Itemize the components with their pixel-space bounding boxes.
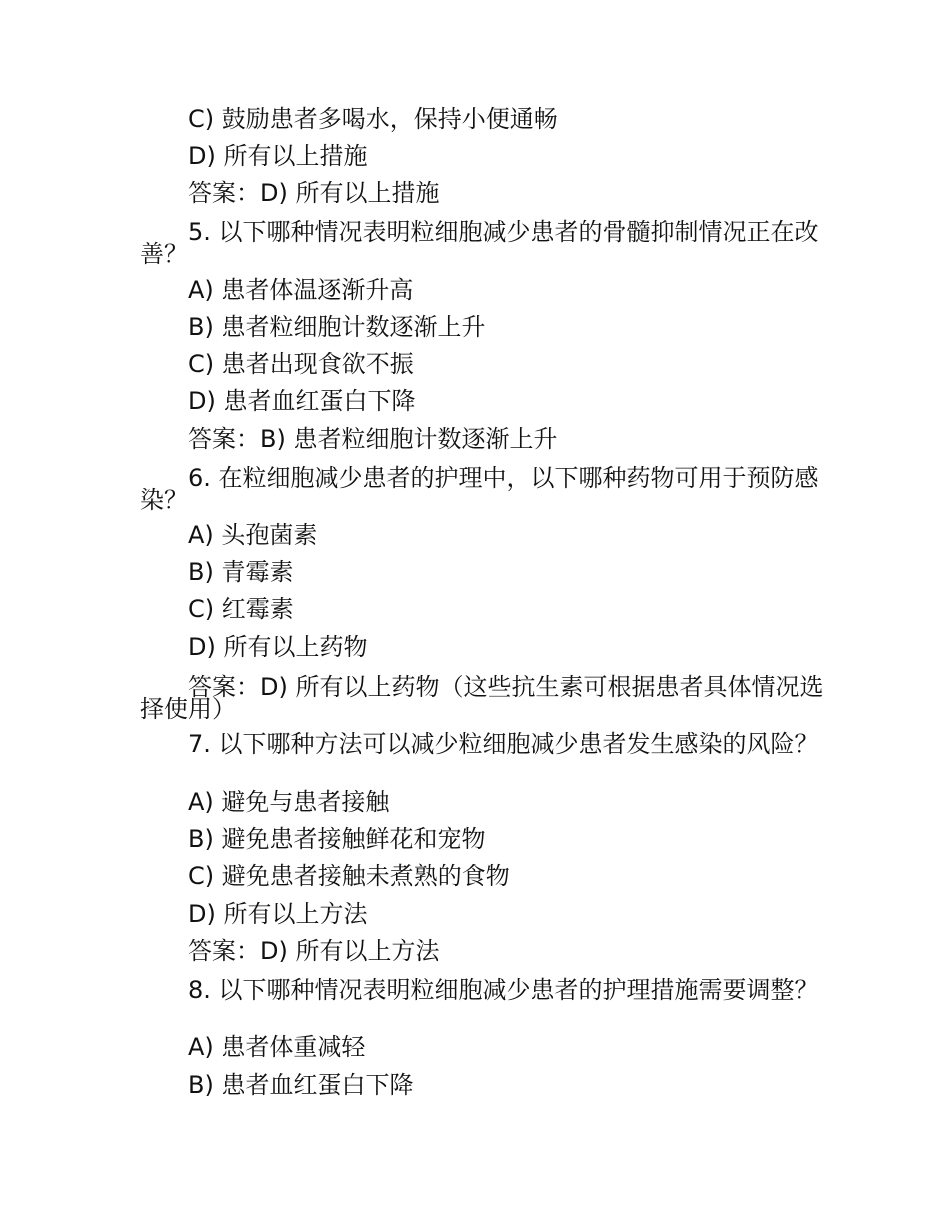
option-a-q7: A) 避免与患者接触 xyxy=(188,788,390,816)
answer-q4: 答案：D) 所有以上措施 xyxy=(188,179,440,207)
option-c-q5: C) 患者出现食欲不振 xyxy=(188,350,414,378)
option-b-q8: B) 患者血红蛋白下降 xyxy=(188,1071,414,1099)
option-a-q5: A) 患者体温逐渐升高 xyxy=(188,276,414,304)
question-8: 8. 以下哪种情况表明粒细胞减少患者的护理措施需要调整？ xyxy=(188,976,819,1004)
option-c-q7: C) 避免患者接触未煮熟的食物 xyxy=(188,862,510,890)
option-a-q6: A) 头孢菌素 xyxy=(188,521,318,549)
option-d-q5: D) 患者血红蛋白下降 xyxy=(188,387,416,415)
option-d-q7: D) 所有以上方法 xyxy=(188,900,368,928)
answer-q5: 答案：B) 患者粒细胞计数逐渐上升 xyxy=(188,425,558,453)
option-b-q5: B) 患者粒细胞计数逐渐上升 xyxy=(188,313,486,341)
question-5: 5. 以下哪种情况表明粒细胞减少患者的骨髓抑制情况正在改善？ xyxy=(140,218,819,268)
option-a-q8: A) 患者体重减轻 xyxy=(188,1033,366,1061)
option-b-q7: B) 避免患者接触鲜花和宠物 xyxy=(188,825,486,853)
option-d-q4: D) 所有以上措施 xyxy=(188,142,368,170)
question-7: 7. 以下哪种方法可以减少粒细胞减少患者发生感染的风险？ xyxy=(188,730,819,758)
option-b-q6: B) 青霉素 xyxy=(188,558,294,586)
answer-q6: 答案：D) 所有以上药物（这些抗生素可根据患者具体情况选择使用） xyxy=(140,673,824,723)
answer-q7: 答案：D) 所有以上方法 xyxy=(188,937,440,965)
option-c-q4: C) 鼓励患者多喝水，保持小便通畅 xyxy=(188,105,558,133)
option-c-q6: C) 红霉素 xyxy=(188,595,294,623)
question-6: 6. 在粒细胞减少患者的护理中，以下哪种药物可用于预防感染？ xyxy=(140,464,819,514)
option-d-q6: D) 所有以上药物 xyxy=(188,633,368,661)
